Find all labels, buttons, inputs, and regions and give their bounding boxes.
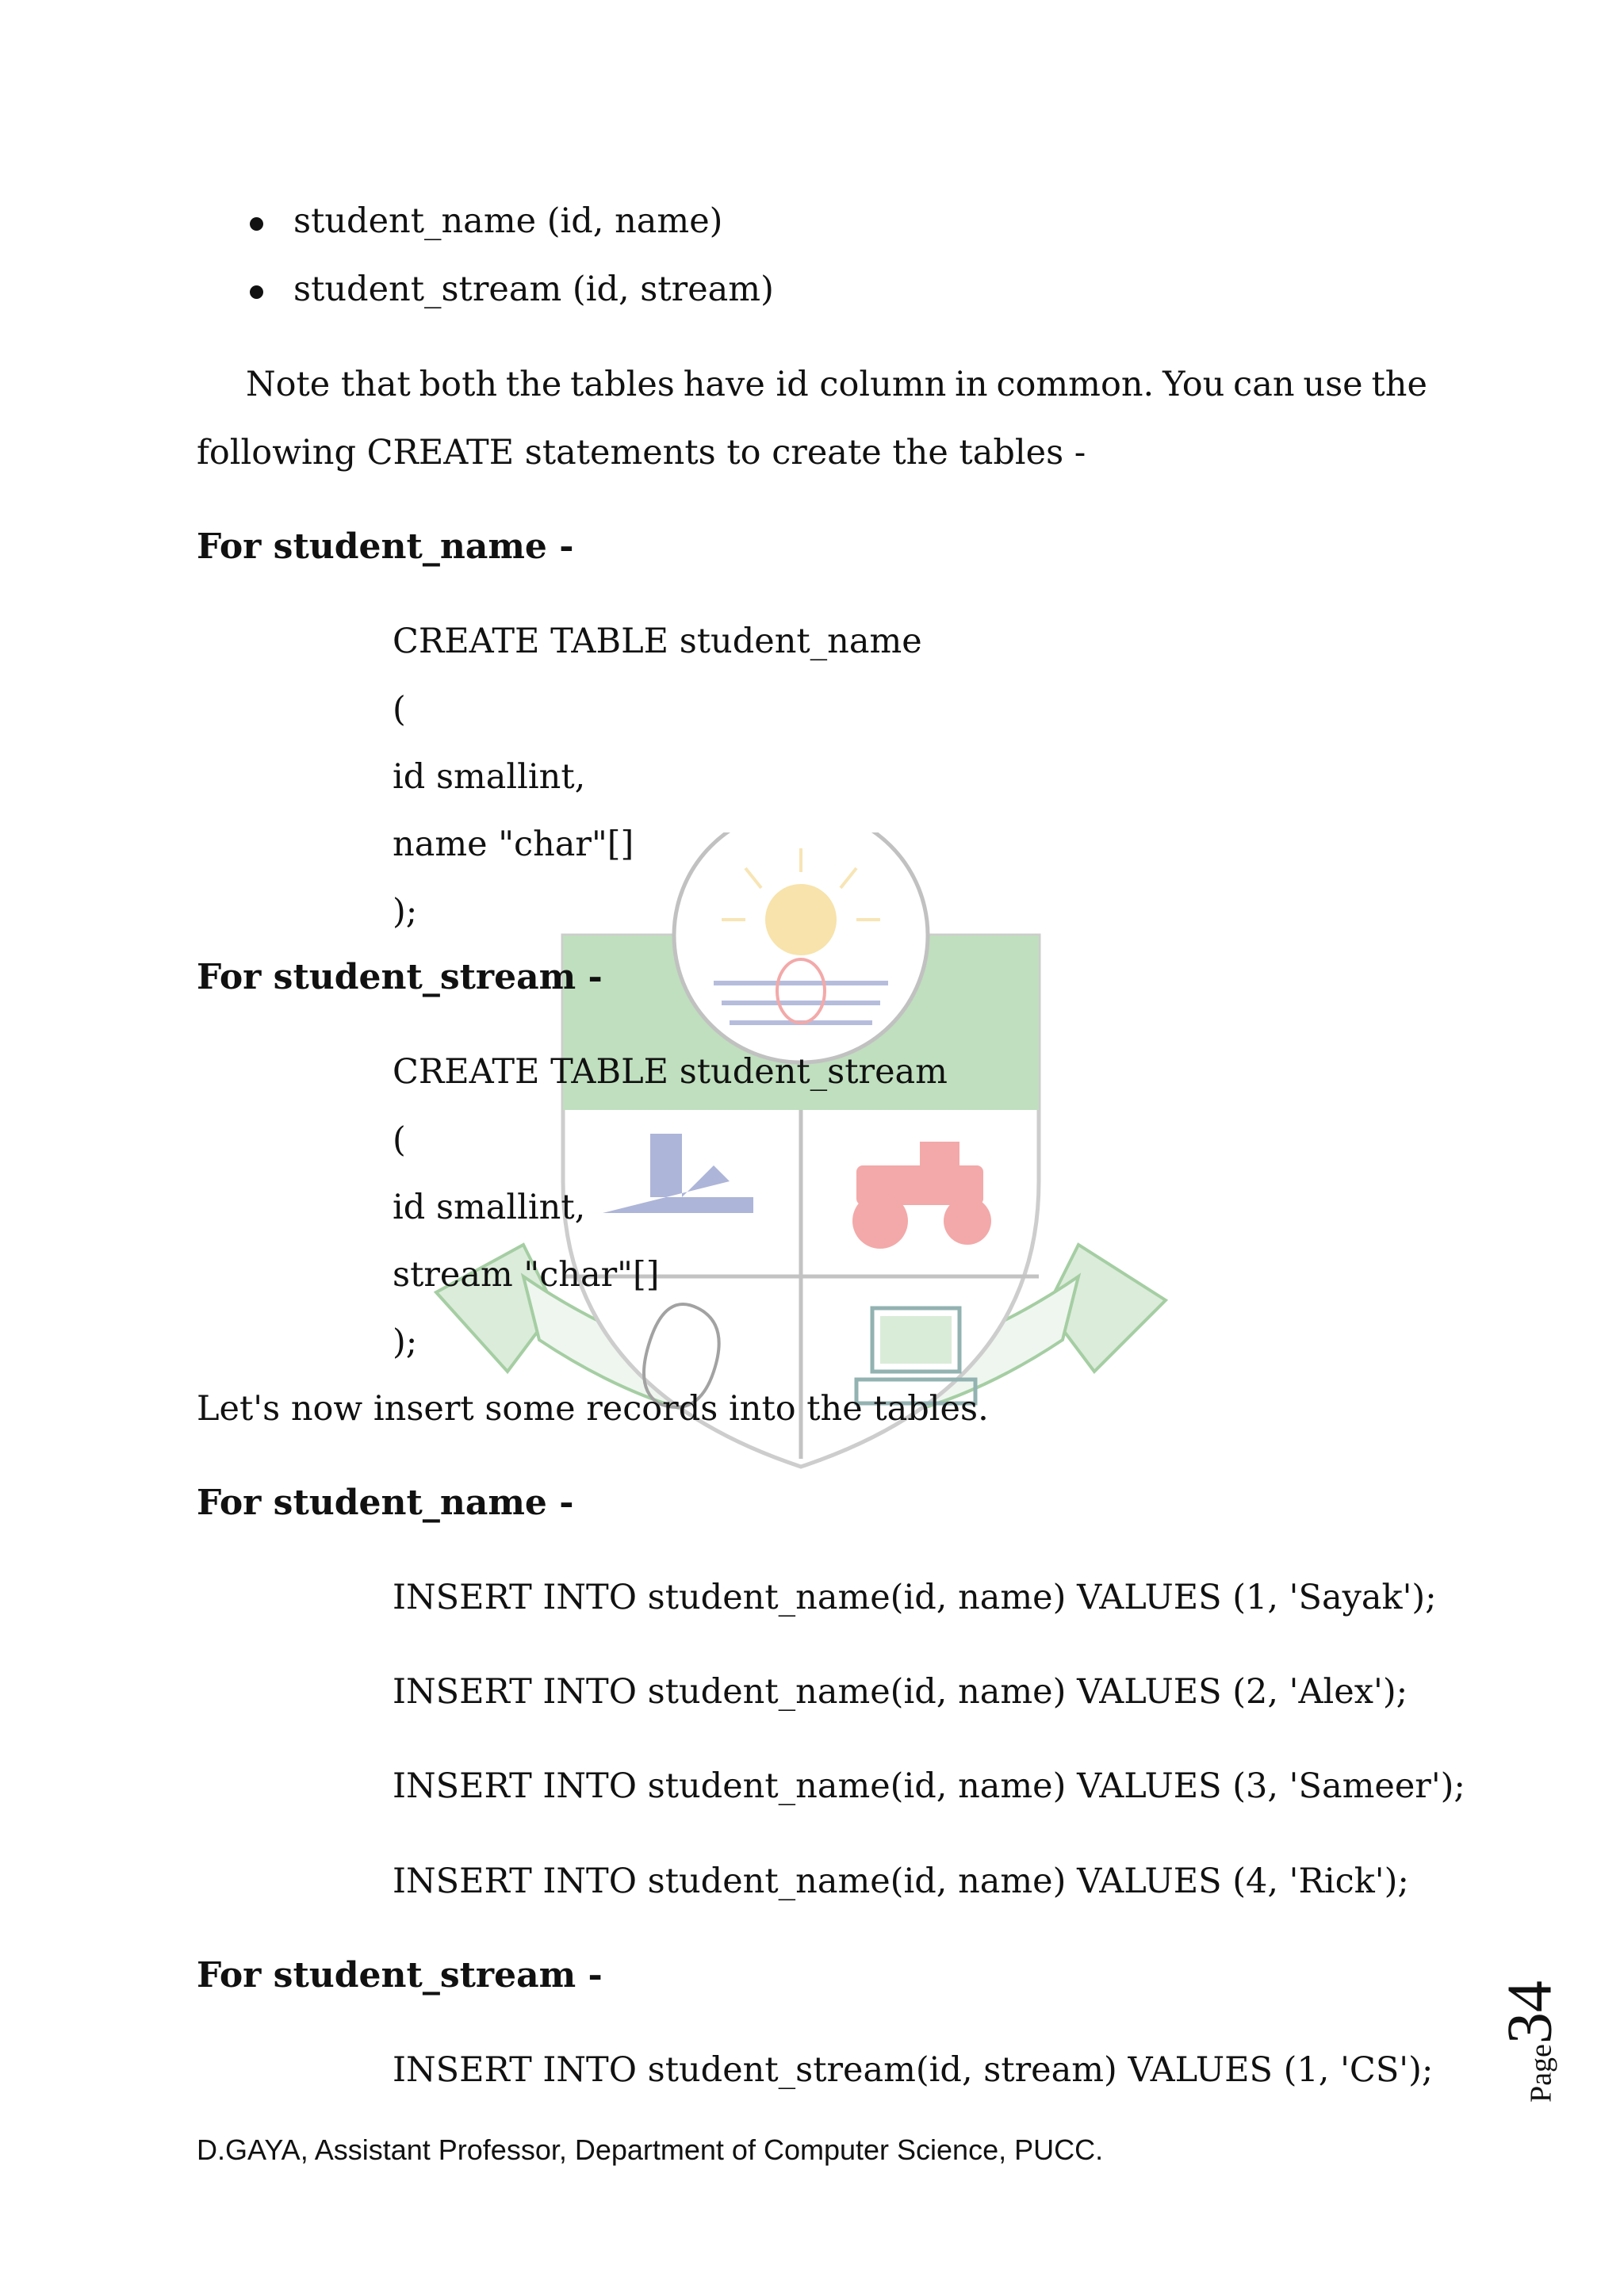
bullet-dot <box>250 285 263 299</box>
note-word: in <box>955 365 988 404</box>
section-heading: For student_name - <box>197 1483 574 1523</box>
bullet-dot <box>250 217 263 231</box>
note-word: both <box>419 365 498 404</box>
section-heading: For student_name - <box>197 526 574 567</box>
note-word: common. <box>996 365 1155 404</box>
code-line: ); <box>393 1322 418 1362</box>
code-line: ); <box>393 892 418 932</box>
code-line: ( <box>393 1120 406 1160</box>
section-heading: For student_stream - <box>197 1955 603 1996</box>
code-line: name "char"[] <box>393 825 634 864</box>
insert-intro: Let's now insert some records into the tables. <box>197 1389 989 1429</box>
note-line-1 <box>246 365 1427 406</box>
section-heading: For student_stream - <box>197 957 603 997</box>
note-word: the <box>505 365 562 404</box>
bullet-item-student-name: student_name (id, name) <box>293 201 723 241</box>
code-line: CREATE TABLE student_name <box>393 622 922 661</box>
code-line: INSERT INTO student_name(id, name) VALUES (1, 'Sayak'); <box>393 1578 1437 1617</box>
note-line-2: following CREATE statements to create the tables - <box>197 433 1086 473</box>
page-digits: 34 <box>1495 1980 1565 2045</box>
note-word: You <box>1162 365 1225 404</box>
code-line: CREATE TABLE student_stream <box>393 1052 948 1092</box>
note-word: tables <box>570 365 675 404</box>
footer: D.GAYA, Assistant Professor, Department of Computer Science, PUCC. <box>197 2133 1104 2166</box>
code-line: INSERT INTO student_name(id, name) VALUES (4, 'Rick'); <box>393 1862 1409 1901</box>
code-line: INSERT INTO student_stream(id, stream) VALUES (1, 'CS'); <box>393 2050 1434 2090</box>
page-number <box>1495 1974 1565 2109</box>
note-word: can <box>1233 365 1295 404</box>
note-word: the <box>1371 365 1427 404</box>
page-label: Page <box>1524 2044 1558 2103</box>
code-line: id smallint, <box>393 1188 586 1227</box>
code-line: INSERT INTO student_name(id, name) VALUES (3, 'Sameer'); <box>393 1766 1465 1806</box>
code-line: stream "char"[] <box>393 1255 660 1295</box>
code-line: id smallint, <box>393 757 586 797</box>
note-word: have id column <box>683 365 947 404</box>
bullet-item-student-stream: student_stream (id, stream) <box>293 270 774 309</box>
code-line: ( <box>393 690 406 729</box>
note-word: Note that <box>246 365 411 404</box>
note-word: use <box>1303 365 1363 404</box>
code-line: INSERT INTO student_name(id, name) VALUES (2, 'Alex'); <box>393 1672 1408 1712</box>
